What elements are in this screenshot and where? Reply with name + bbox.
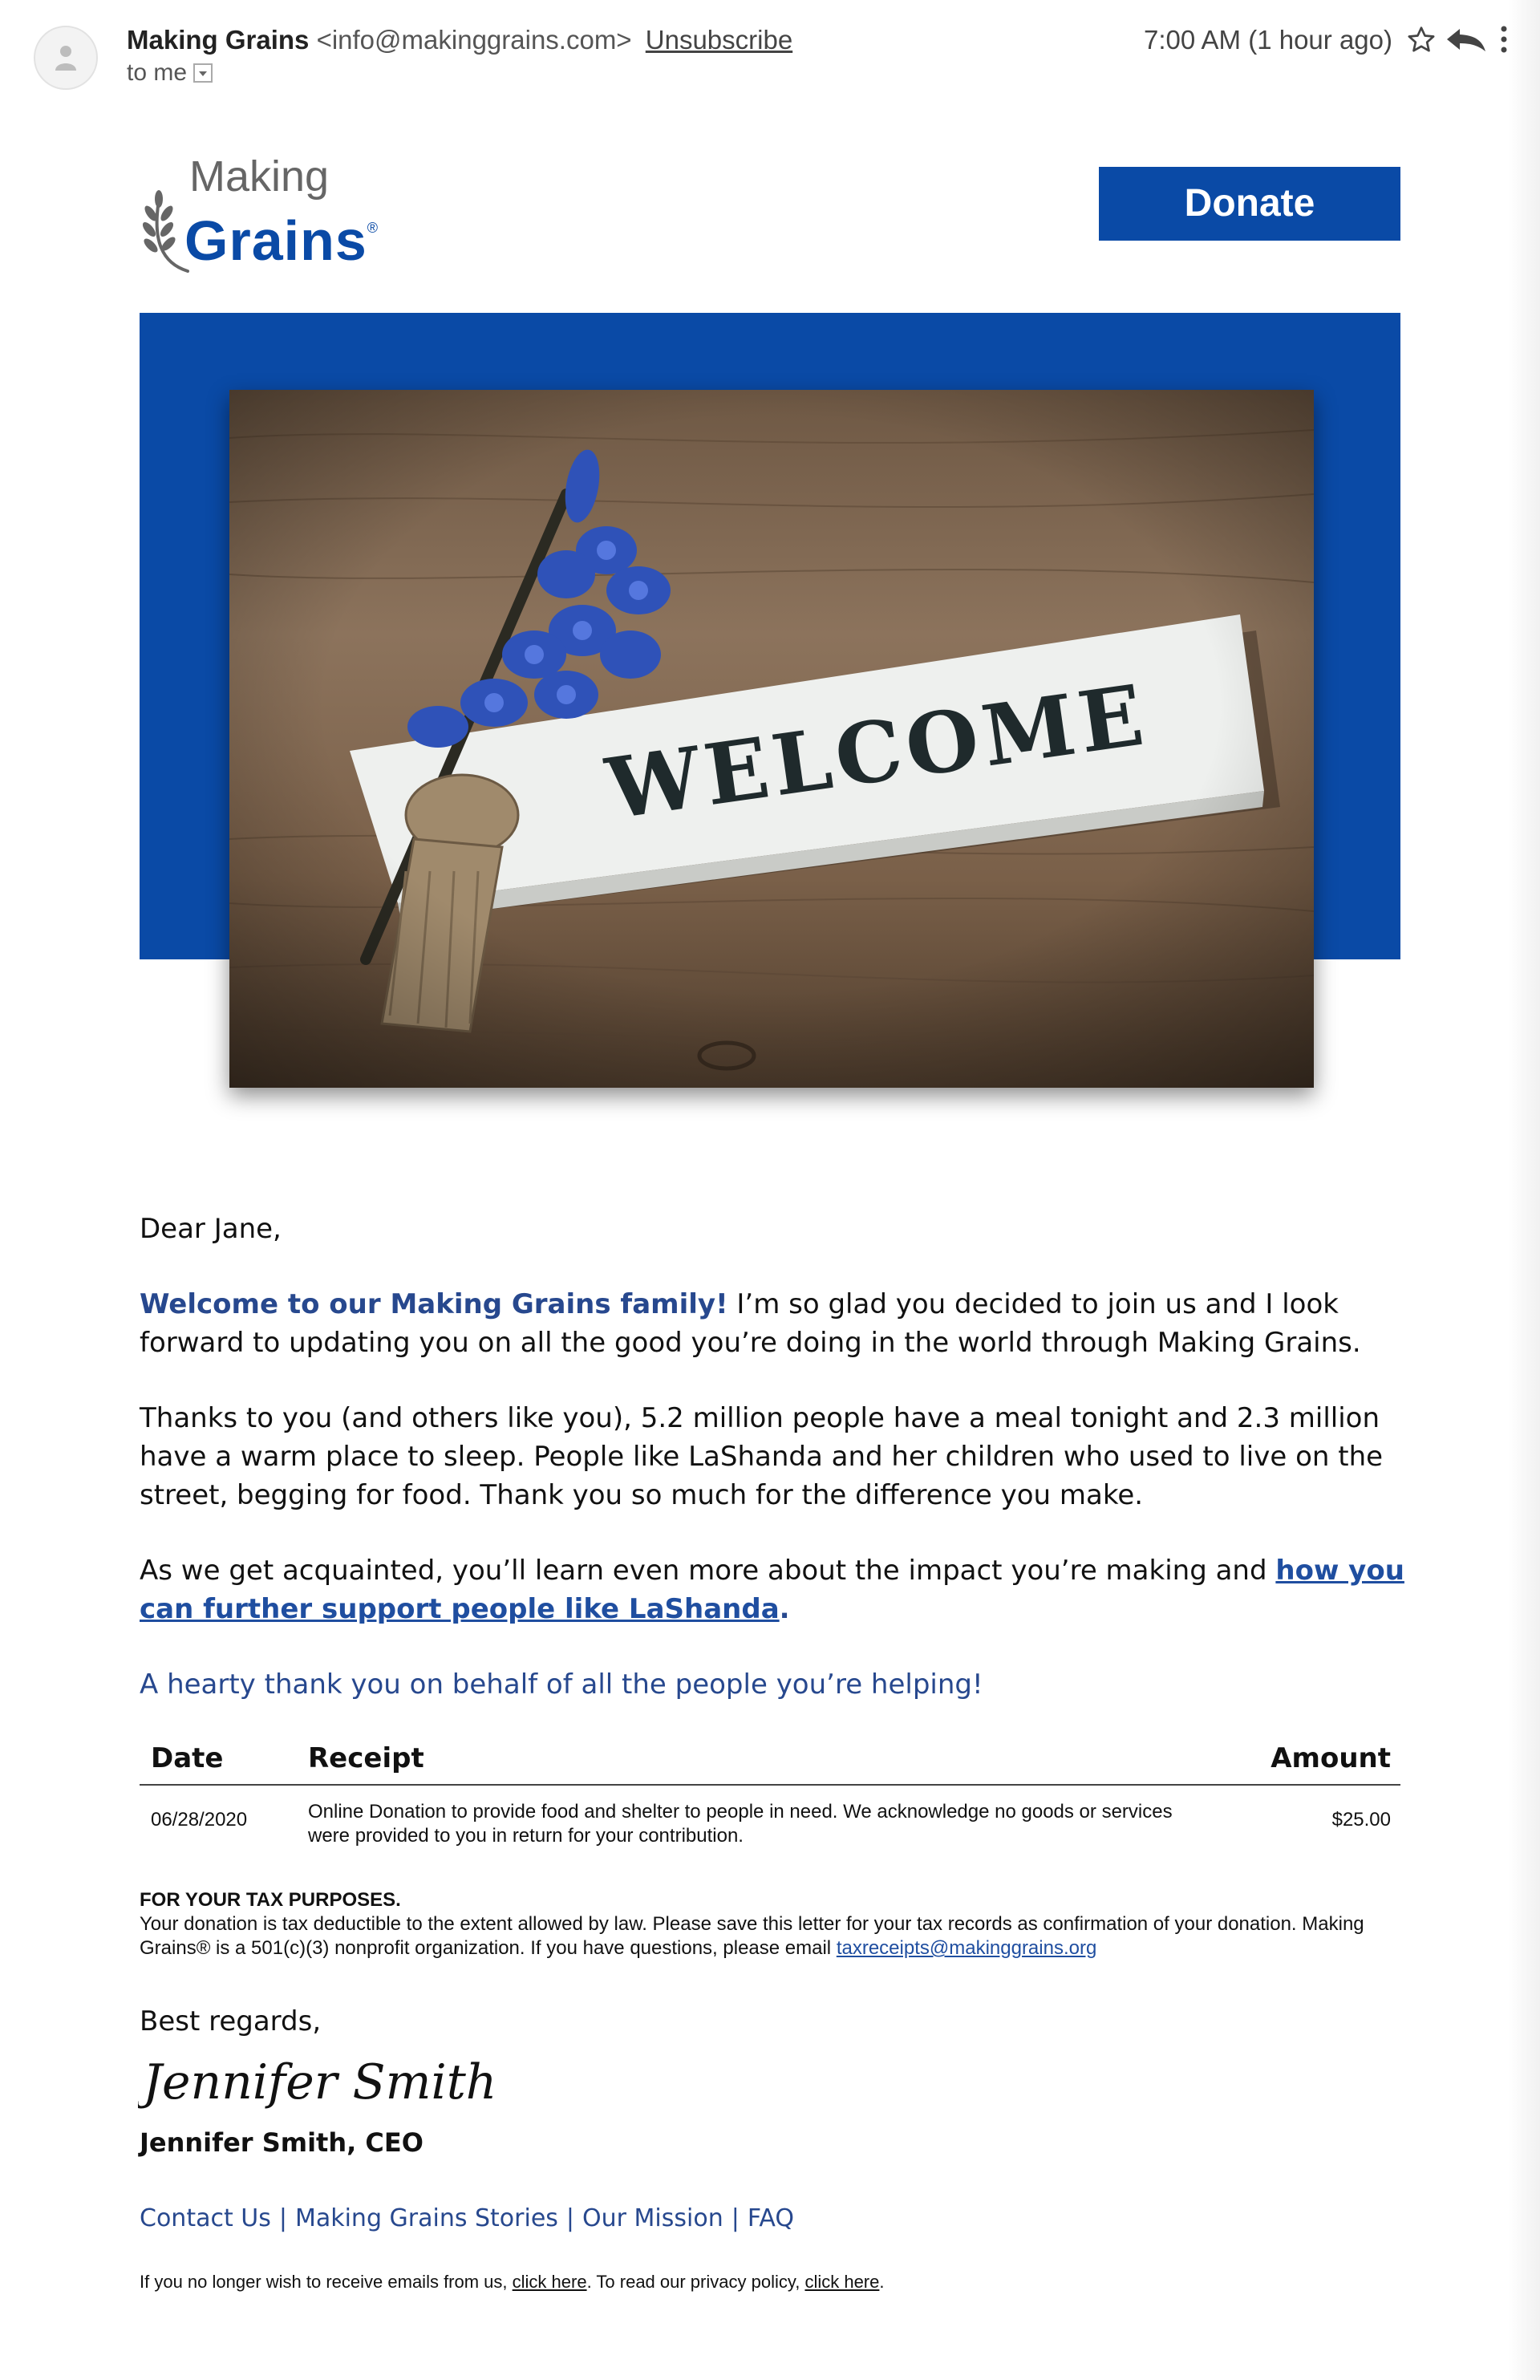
reply-icon[interactable] xyxy=(1444,26,1489,55)
welcome-sign-illustration xyxy=(229,390,1314,1088)
email-timestamp: 7:00 AM (1 hour ago) xyxy=(1143,25,1392,55)
footer-link-faq[interactable]: FAQ xyxy=(747,2204,794,2232)
right-edge-shadow xyxy=(1508,0,1540,2380)
logo-grains-word: Grains xyxy=(184,209,367,272)
logo-text-top: Making xyxy=(189,152,330,201)
tax-title: FOR YOUR TAX PURPOSES. xyxy=(140,1889,401,1911)
more-options-icon[interactable] xyxy=(1497,24,1511,56)
tax-body: Your donation is tax deductible to the extent allowed by law. Please save this letter for your tax records as confirmation of your donation. Making Grains® is a 501(c)(3) nonprofit organization. If you have questions, please email xyxy=(140,1913,1364,1959)
welcome-text: I’m so glad you decided to join us and I look forward to updating you on all the good you’re doing in the world through Making Grains. xyxy=(140,1288,1361,1359)
tax-email-link[interactable]: taxreceipts@makinggrains.org xyxy=(836,1937,1097,1959)
footer-note-text-2: . To read our privacy policy, xyxy=(586,2272,805,2292)
receipt-amount: $25.00 xyxy=(1331,1809,1391,1831)
signer-name-title: Jennifer Smith, CEO xyxy=(140,2127,424,2158)
footer-separator: | xyxy=(565,2204,575,2232)
star-icon[interactable] xyxy=(1405,24,1437,56)
logo-text-bottom xyxy=(184,196,379,273)
sender-name[interactable]: Making Grains xyxy=(127,25,310,55)
column-header-receipt: Receipt xyxy=(308,1742,424,1774)
recipient-details-dropdown-icon[interactable] xyxy=(193,63,213,83)
footer-link-mission[interactable]: Our Mission xyxy=(582,2204,723,2232)
unsubscribe-link[interactable]: Unsubscribe xyxy=(645,25,793,55)
footer-separator: | xyxy=(278,2204,287,2232)
receipt-header-row xyxy=(140,1736,1400,1786)
sender-avatar[interactable] xyxy=(34,26,98,90)
column-header-amount: Amount xyxy=(1270,1742,1391,1774)
recipient-label: to me xyxy=(127,59,188,86)
welcome-hero-image xyxy=(229,390,1314,1088)
receipt-date: 06/28/2020 xyxy=(151,1809,248,1831)
further-support-link[interactable]: how you can further support people like LaShanda xyxy=(140,1555,1404,1625)
receipt-table xyxy=(140,1736,1400,1856)
column-header-date: Date xyxy=(151,1742,224,1774)
privacy-policy-click-here-link[interactable]: click here xyxy=(804,2272,880,2292)
email-header xyxy=(0,0,1540,104)
unsubscribe-click-here-link[interactable]: click here xyxy=(512,2272,587,2292)
sender-email: <info@makinggrains.com> xyxy=(316,25,632,55)
sender-line xyxy=(127,24,792,56)
signature-image xyxy=(138,2046,539,2126)
footer-link-contact[interactable]: Contact Us xyxy=(140,2204,271,2232)
receipt-description: Online Donation to provide food and shelter to people in need. We acknowledge no goods or services were provided to you in return for your contribution. xyxy=(308,1801,1173,1847)
footer-separator: | xyxy=(731,2204,740,2232)
footer-nav xyxy=(140,2203,794,2235)
donate-button[interactable]: Donate xyxy=(1099,167,1400,241)
signature-text: Jennifer Smith xyxy=(143,2054,497,2110)
paragraph-support xyxy=(140,1551,1407,1628)
welcome-highlight: Welcome to our Making Grains family! xyxy=(140,1288,728,1320)
footer-note-text-1: If you no longer wish to receive emails from us, xyxy=(140,2272,513,2292)
closing-regards: Best regards, xyxy=(140,2005,322,2037)
person-icon xyxy=(54,43,78,72)
greeting: Dear Jane, xyxy=(140,1213,282,1245)
recipient-line xyxy=(127,58,213,88)
footer-link-stories[interactable]: Making Grains Stories xyxy=(294,2204,558,2232)
support-period: . xyxy=(779,1593,790,1625)
footer-note xyxy=(140,2270,885,2294)
paragraph-impact: Thanks to you (and others like you), 5.2 million people have a meal tonight and 2.3 million have a warm place to sleep. People like LaShanda and her children who used to live on the street, begging for food. Thank you so much for the difference you make. xyxy=(140,1402,1384,1511)
footer-note-text-3: . xyxy=(879,2272,885,2292)
making-grains-logo[interactable] xyxy=(138,152,411,281)
table-row xyxy=(140,1786,1400,1856)
tax-notice xyxy=(140,1888,1423,1960)
paragraph-welcome xyxy=(140,1285,1407,1362)
support-text: As we get acquainted, you’ll learn even more about the impact you’re making and xyxy=(140,1555,1276,1587)
registered-mark: ® xyxy=(367,220,379,236)
thank-you-line: A hearty thank you on behalf of all the people you’re helping! xyxy=(140,1668,983,1701)
